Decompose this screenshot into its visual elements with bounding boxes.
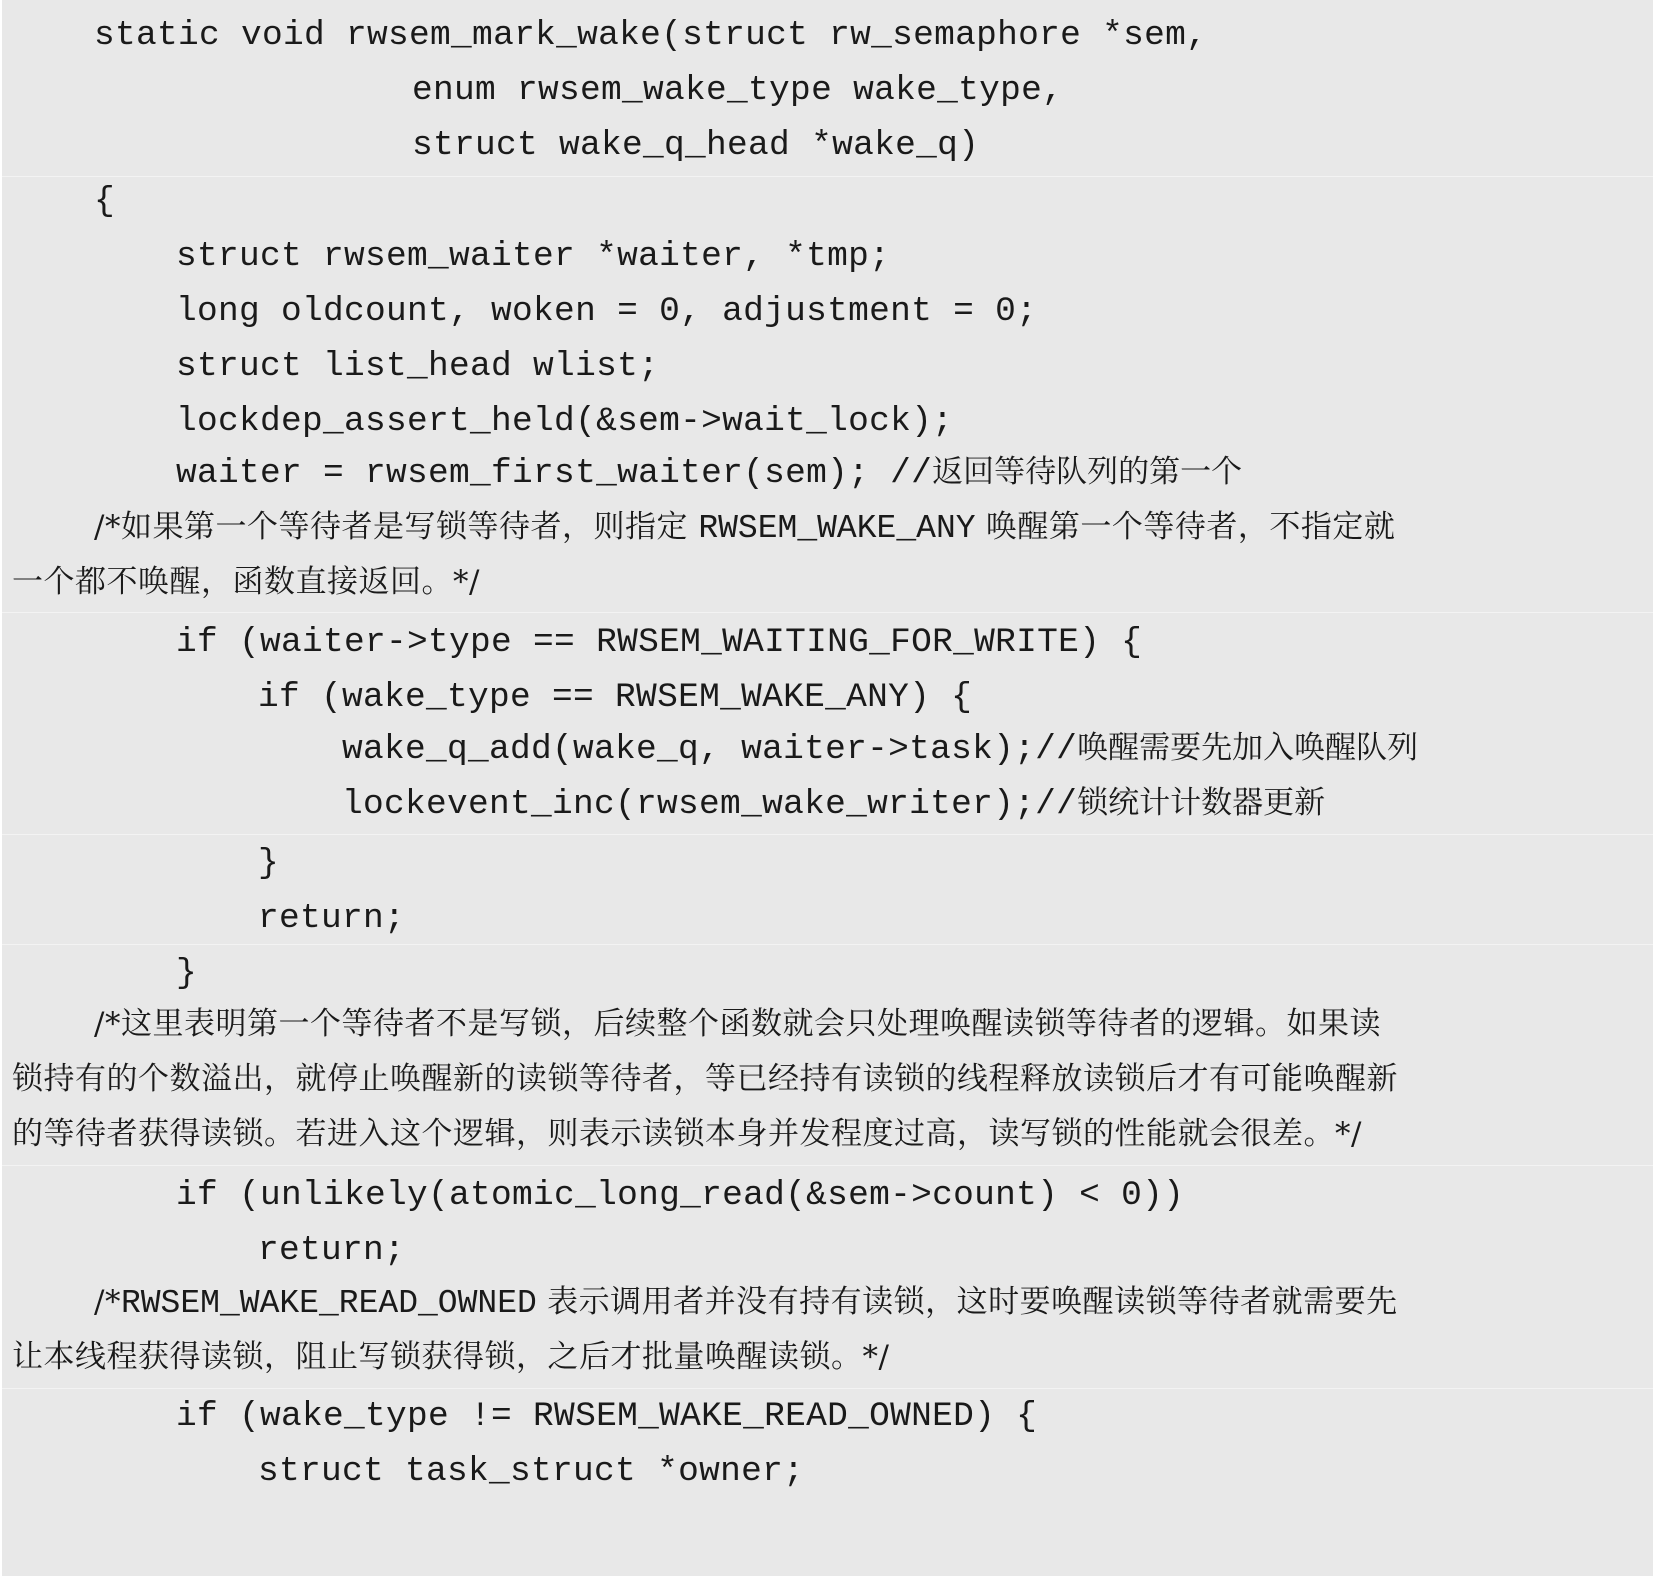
code-text: waiter = rwsem_first_waiter(sem); // bbox=[176, 454, 933, 493]
comment-text: 唤醒第一个等待者，不指定就 bbox=[975, 509, 1396, 545]
code-text: wake_q_add(wake_q, waiter->task);// bbox=[342, 730, 1078, 769]
code-line-return: return; bbox=[258, 899, 406, 938]
comment-block-3-line-2: 让本线程获得读锁，阻止写锁获得锁，之后才批量唤醒读锁。*/ bbox=[12, 1339, 890, 1375]
separator bbox=[2, 834, 1653, 835]
comment-open: /* bbox=[94, 1284, 121, 1320]
code-line-if-unlikely: if (unlikely(atomic_long_read(&sem->count) < 0)) bbox=[176, 1176, 1185, 1215]
comment-block-1-line-2: 一个都不唤醒，函数直接返回。*/ bbox=[12, 564, 480, 600]
code-line-inner-brace-close: } bbox=[258, 844, 280, 883]
comment-block-2-line-2: 锁持有的个数溢出，就停止唤醒新的读锁等待者，等已经持有读锁的线程释放读锁后才有可能唤醒新 bbox=[12, 1061, 1398, 1097]
inline-comment: 锁统计计数器更新 bbox=[1077, 785, 1326, 821]
code-line-decl-long: long oldcount, woken = 0, adjustment = 0; bbox=[176, 292, 1038, 331]
separator bbox=[2, 944, 1653, 945]
code-line-if-write: if (waiter->type == RWSEM_WAITING_FOR_WRITE) { bbox=[176, 623, 1143, 662]
separator bbox=[2, 612, 1653, 613]
comment-code: RWSEM_WAKE_READ_OWNED bbox=[120, 1285, 537, 1322]
comment-block-2-line-1: /*这里表明第一个等待者不是写锁，后续整个函数就会只处理唤醒读锁等待者的逻辑。如果读 bbox=[94, 1006, 1381, 1042]
code-line-decl-wlist: struct list_head wlist; bbox=[176, 347, 660, 386]
comment-code: RWSEM_WAKE_ANY bbox=[698, 510, 976, 547]
separator bbox=[2, 176, 1653, 177]
separator bbox=[2, 1388, 1653, 1389]
code-listing-panel bbox=[2, 0, 1653, 1576]
comment-block-2-line-3: 的等待者获得读锁。若进入这个逻辑，则表示读锁本身并发程度过高，读写锁的性能就会很差。*/ bbox=[12, 1116, 1362, 1152]
code-line-waiter-assign bbox=[2, 448, 1653, 496]
code-line-brace-open: { bbox=[94, 182, 116, 221]
code-line-decl-waiter: struct rwsem_waiter *waiter, *tmp; bbox=[176, 237, 891, 276]
code-line-if-wake-any: if (wake_type == RWSEM_WAKE_ANY) { bbox=[258, 678, 973, 717]
code-line-signature-1: static void rwsem_mark_wake(struct rw_semaphore *sem, bbox=[94, 16, 1208, 55]
code-line-decl-owner: struct task_struct *owner; bbox=[258, 1452, 805, 1491]
code-line-lockevent bbox=[2, 779, 1653, 827]
inline-comment: 唤醒需要先加入唤醒队列 bbox=[1077, 730, 1419, 766]
code-line-signature-2: enum rwsem_wake_type wake_type, bbox=[412, 71, 1064, 110]
code-line-wake-q-add bbox=[2, 724, 1653, 772]
code-line-return: return; bbox=[258, 1231, 406, 1270]
comment-block-3-line-1 bbox=[2, 1278, 1653, 1326]
separator bbox=[2, 1165, 1653, 1166]
comment-text: 如果第一个等待者是写锁等待者，则指定 bbox=[120, 509, 699, 545]
code-line-signature-3: struct wake_q_head *wake_q) bbox=[412, 126, 980, 165]
comment-block-1-line-1 bbox=[2, 503, 1653, 551]
comment-open: /* bbox=[94, 509, 121, 545]
code-line-lockdep: lockdep_assert_held(&sem->wait_lock); bbox=[176, 402, 954, 441]
comment-text: 表示调用者并没有持有读锁，这时要唤醒读锁等待者就需要先 bbox=[536, 1284, 1398, 1320]
code-line-if-read-owned: if (wake_type != RWSEM_WAKE_READ_OWNED) { bbox=[176, 1397, 1038, 1436]
inline-comment: 返回等待队列的第一个 bbox=[932, 454, 1243, 490]
code-text: lockevent_inc(rwsem_wake_writer);// bbox=[342, 785, 1078, 824]
code-line-outer-brace-close: } bbox=[176, 954, 198, 993]
